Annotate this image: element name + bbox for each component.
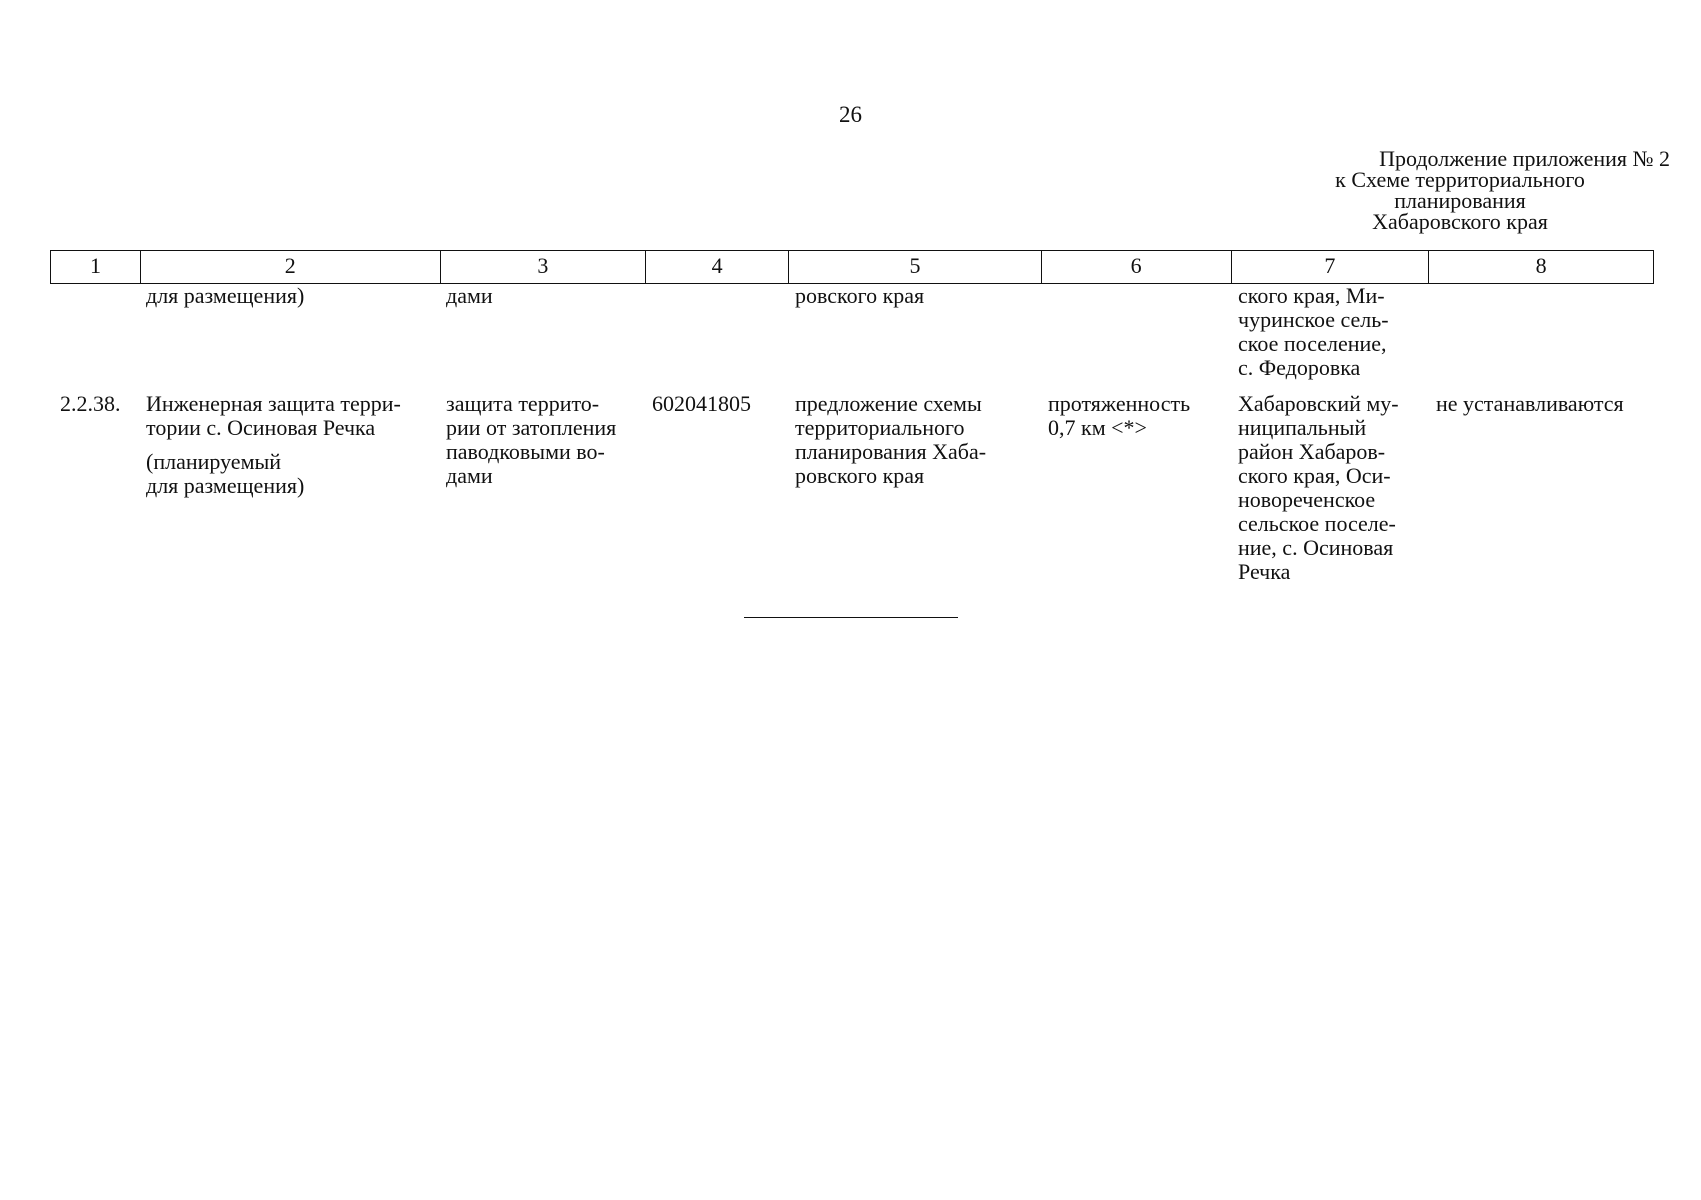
cell-location <box>1232 392 1430 584</box>
cell-line: ниципальный <box>1238 415 1367 440</box>
cell-line: ского края, Ми- <box>1238 283 1385 308</box>
cell-basis <box>789 284 1042 392</box>
cell-line: район Хабаров- <box>1238 439 1386 464</box>
cell-line: ровского края <box>795 463 925 488</box>
cell-line: протяженность <box>1048 391 1191 416</box>
cell-line: территориального <box>795 415 965 440</box>
cell-line: дами <box>446 463 493 488</box>
cell-line: паводковыми во- <box>446 439 605 464</box>
cell-line: ровского края <box>795 283 925 308</box>
cell-line: ского края, Оси- <box>1238 463 1391 488</box>
cell-line: Инженерная защита терри- <box>146 391 401 416</box>
column-number-8: 8 <box>1535 253 1547 278</box>
cell-characteristics <box>1042 284 1232 392</box>
column-number-3: 3 <box>441 251 647 283</box>
cell-line: для размещения) <box>146 283 305 308</box>
column-number-6: 6 <box>1042 251 1232 283</box>
cell-number <box>50 284 140 392</box>
column-number-2: 2 <box>141 251 441 283</box>
appendix-header-line: Хабаровского края <box>1372 209 1548 234</box>
cell-characteristics <box>1042 392 1232 584</box>
cell-line: тории с. Осиновая Речка <box>146 415 376 440</box>
cell-line: дами <box>446 283 493 308</box>
end-of-document-divider <box>744 617 958 618</box>
cell-line: 0,7 км <*> <box>1048 415 1147 440</box>
column-number-1: 1 <box>51 251 141 283</box>
cell-code <box>646 284 789 392</box>
cell-line: не устанавливаются <box>1436 391 1624 416</box>
table-row <box>50 392 1654 584</box>
cell-line: с. Федоровка <box>1238 355 1361 380</box>
cell-purpose <box>440 392 646 584</box>
column-number-7: 7 <box>1232 251 1430 283</box>
cell-line: чуринское сель- <box>1238 307 1389 332</box>
cell-line: для размещения) <box>146 473 305 498</box>
cell-line: предложение схемы <box>795 391 982 416</box>
column-number-4: 4 <box>646 251 789 283</box>
cell-zones <box>1430 392 1654 584</box>
table-column-header <box>50 250 1654 284</box>
cell-line: сельское поселе- <box>1238 511 1396 536</box>
cell-number <box>50 392 140 584</box>
cell-line: новореченское <box>1238 487 1376 512</box>
table-row-continued <box>50 284 1654 392</box>
table-body <box>50 284 1654 584</box>
cell-line: рии от затопления <box>446 415 617 440</box>
cell-basis <box>789 392 1042 584</box>
cell-line: Хабаровский му- <box>1238 391 1399 416</box>
cell-name <box>140 392 440 584</box>
cell-line: ское поселение, <box>1238 331 1387 356</box>
cell-line: ние, с. Осиновая <box>1238 535 1394 560</box>
cell-purpose <box>440 284 646 392</box>
cell-line: планирования Хаба- <box>795 439 987 464</box>
cell-line: Речка <box>1238 559 1291 584</box>
appendix-header-line: Продолжение приложения № 2 <box>1379 146 1670 171</box>
cell-zones <box>1430 284 1654 392</box>
cell-line: 602041805 <box>652 391 751 416</box>
cell-code <box>646 392 789 584</box>
column-number-5: 5 <box>789 251 1042 283</box>
appendix-header <box>1250 148 1670 232</box>
page-number: 26 <box>839 102 862 127</box>
cell-line: 2.2.38. <box>60 391 121 416</box>
cell-line: (планируемый <box>146 449 282 474</box>
appendix-header-line: планирования <box>1394 188 1526 213</box>
cell-line: защита террито- <box>446 391 600 416</box>
cell-name <box>140 284 440 392</box>
appendix-header-line: к Схеме территориального <box>1335 167 1585 192</box>
cell-location <box>1232 284 1430 392</box>
